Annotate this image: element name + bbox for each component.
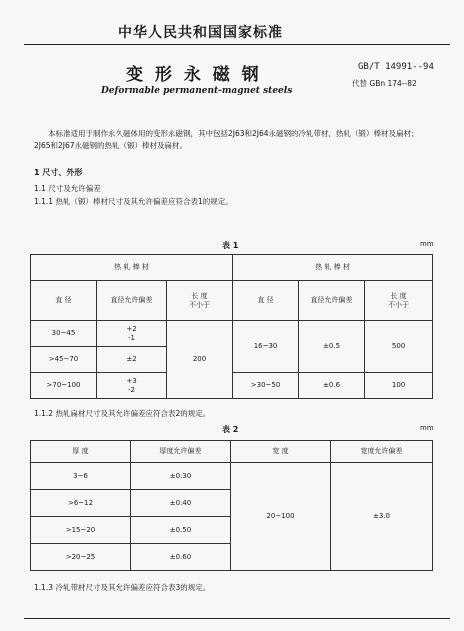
table2-header-width: 宽 度 — [231, 441, 331, 463]
standard-org-title: 中华人民共和国国家标准 — [118, 25, 283, 41]
table1-group-right: 热 轧 棒 材 — [233, 255, 433, 281]
table-cell: >6~12 — [31, 490, 131, 517]
table1-group-left: 热 轧 棒 材 — [31, 255, 233, 281]
table-cell: ±0.5 — [299, 321, 365, 373]
table-cell: 16~30 — [233, 321, 299, 373]
table2-unit: mm — [420, 424, 434, 432]
table-cell: ±0.6 — [299, 373, 365, 399]
table1-unit: mm — [420, 240, 434, 248]
section-1-1: 1.1 尺寸及允许偏差 — [34, 184, 101, 193]
table-cell: ±0.60 — [131, 544, 231, 571]
standard-number: GB/T 14991--94 — [358, 62, 434, 72]
table-cell: ±0.50 — [131, 517, 231, 544]
replaces-note: 代替 GBn 174--82 — [352, 79, 417, 88]
table-cell: +3 -2 — [97, 373, 167, 399]
table-cell: 30~45 — [31, 321, 97, 347]
table1-header-right-diameter: 直 径 — [233, 281, 299, 321]
table2-width-value: 20~100 — [231, 463, 331, 571]
section-1-1-3: 1.1.3 冷轧带材尺寸及其允许偏差应符合表3的规定。 — [34, 583, 211, 592]
table-cell: >45~70 — [31, 347, 97, 373]
table1-length-value: 200 — [167, 321, 233, 399]
table2-header-width-tol: 宽度允许偏差 — [331, 441, 433, 463]
table1-header-diameter: 直 径 — [31, 281, 97, 321]
table2-header-thickness-tol: 厚度允许偏差 — [131, 441, 231, 463]
footer-rule — [24, 618, 450, 619]
table2-header-thickness: 厚 度 — [31, 441, 131, 463]
table1-header-diameter-tol: 直径允许偏差 — [97, 281, 167, 321]
table2-width-tol-value: ±3.0 — [331, 463, 433, 571]
table1-header-right-diameter-tol: 直径允许偏差 — [299, 281, 365, 321]
document-title-en: Deformable permanent-magnet steels — [101, 86, 293, 96]
table2 — [30, 440, 433, 571]
table-cell: +2 -1 — [97, 321, 167, 347]
table-cell: ±0.40 — [131, 490, 231, 517]
table1-caption: 表 1 — [222, 241, 239, 250]
section-1-1-1: 1.1.1 热轧（锻）棒材尺寸及其允许偏差应符合表1的规定。 — [34, 197, 233, 206]
table1 — [30, 254, 433, 399]
table-cell: ±2 — [97, 347, 167, 373]
table2-caption: 表 2 — [222, 425, 239, 434]
table-cell: >20~25 — [31, 544, 131, 571]
intro-paragraph: 本标准适用于制作永久磁体用的变形永磁钢，其中包括2J63和2J64永磁钢的冷轧带材，热轧（锻）棒材及扁材；2J65和2J67永磁钢的热轧（锻）棒材及扁材。 — [34, 129, 419, 150]
table-cell: >30~50 — [233, 373, 299, 399]
table-cell: ±0.30 — [131, 463, 231, 490]
section-1-1-2: 1.1.2 热轧扁材尺寸及其允许偏差应符合表2的规定。 — [34, 409, 211, 418]
table-cell: >15~20 — [31, 517, 131, 544]
table-cell: 500 — [365, 321, 433, 373]
document-title: 变 形 永 磁 钢 — [126, 65, 262, 85]
table-cell: 3~6 — [31, 463, 131, 490]
header-rule — [24, 44, 450, 45]
table-cell: >70~100 — [31, 373, 97, 399]
table-cell: 100 — [365, 373, 433, 399]
table1-header-length: 长 度 不小于 — [167, 281, 233, 321]
table1-header-right-length: 长 度 不小于 — [365, 281, 433, 321]
section-1: 1 尺寸、外形 — [34, 168, 83, 177]
